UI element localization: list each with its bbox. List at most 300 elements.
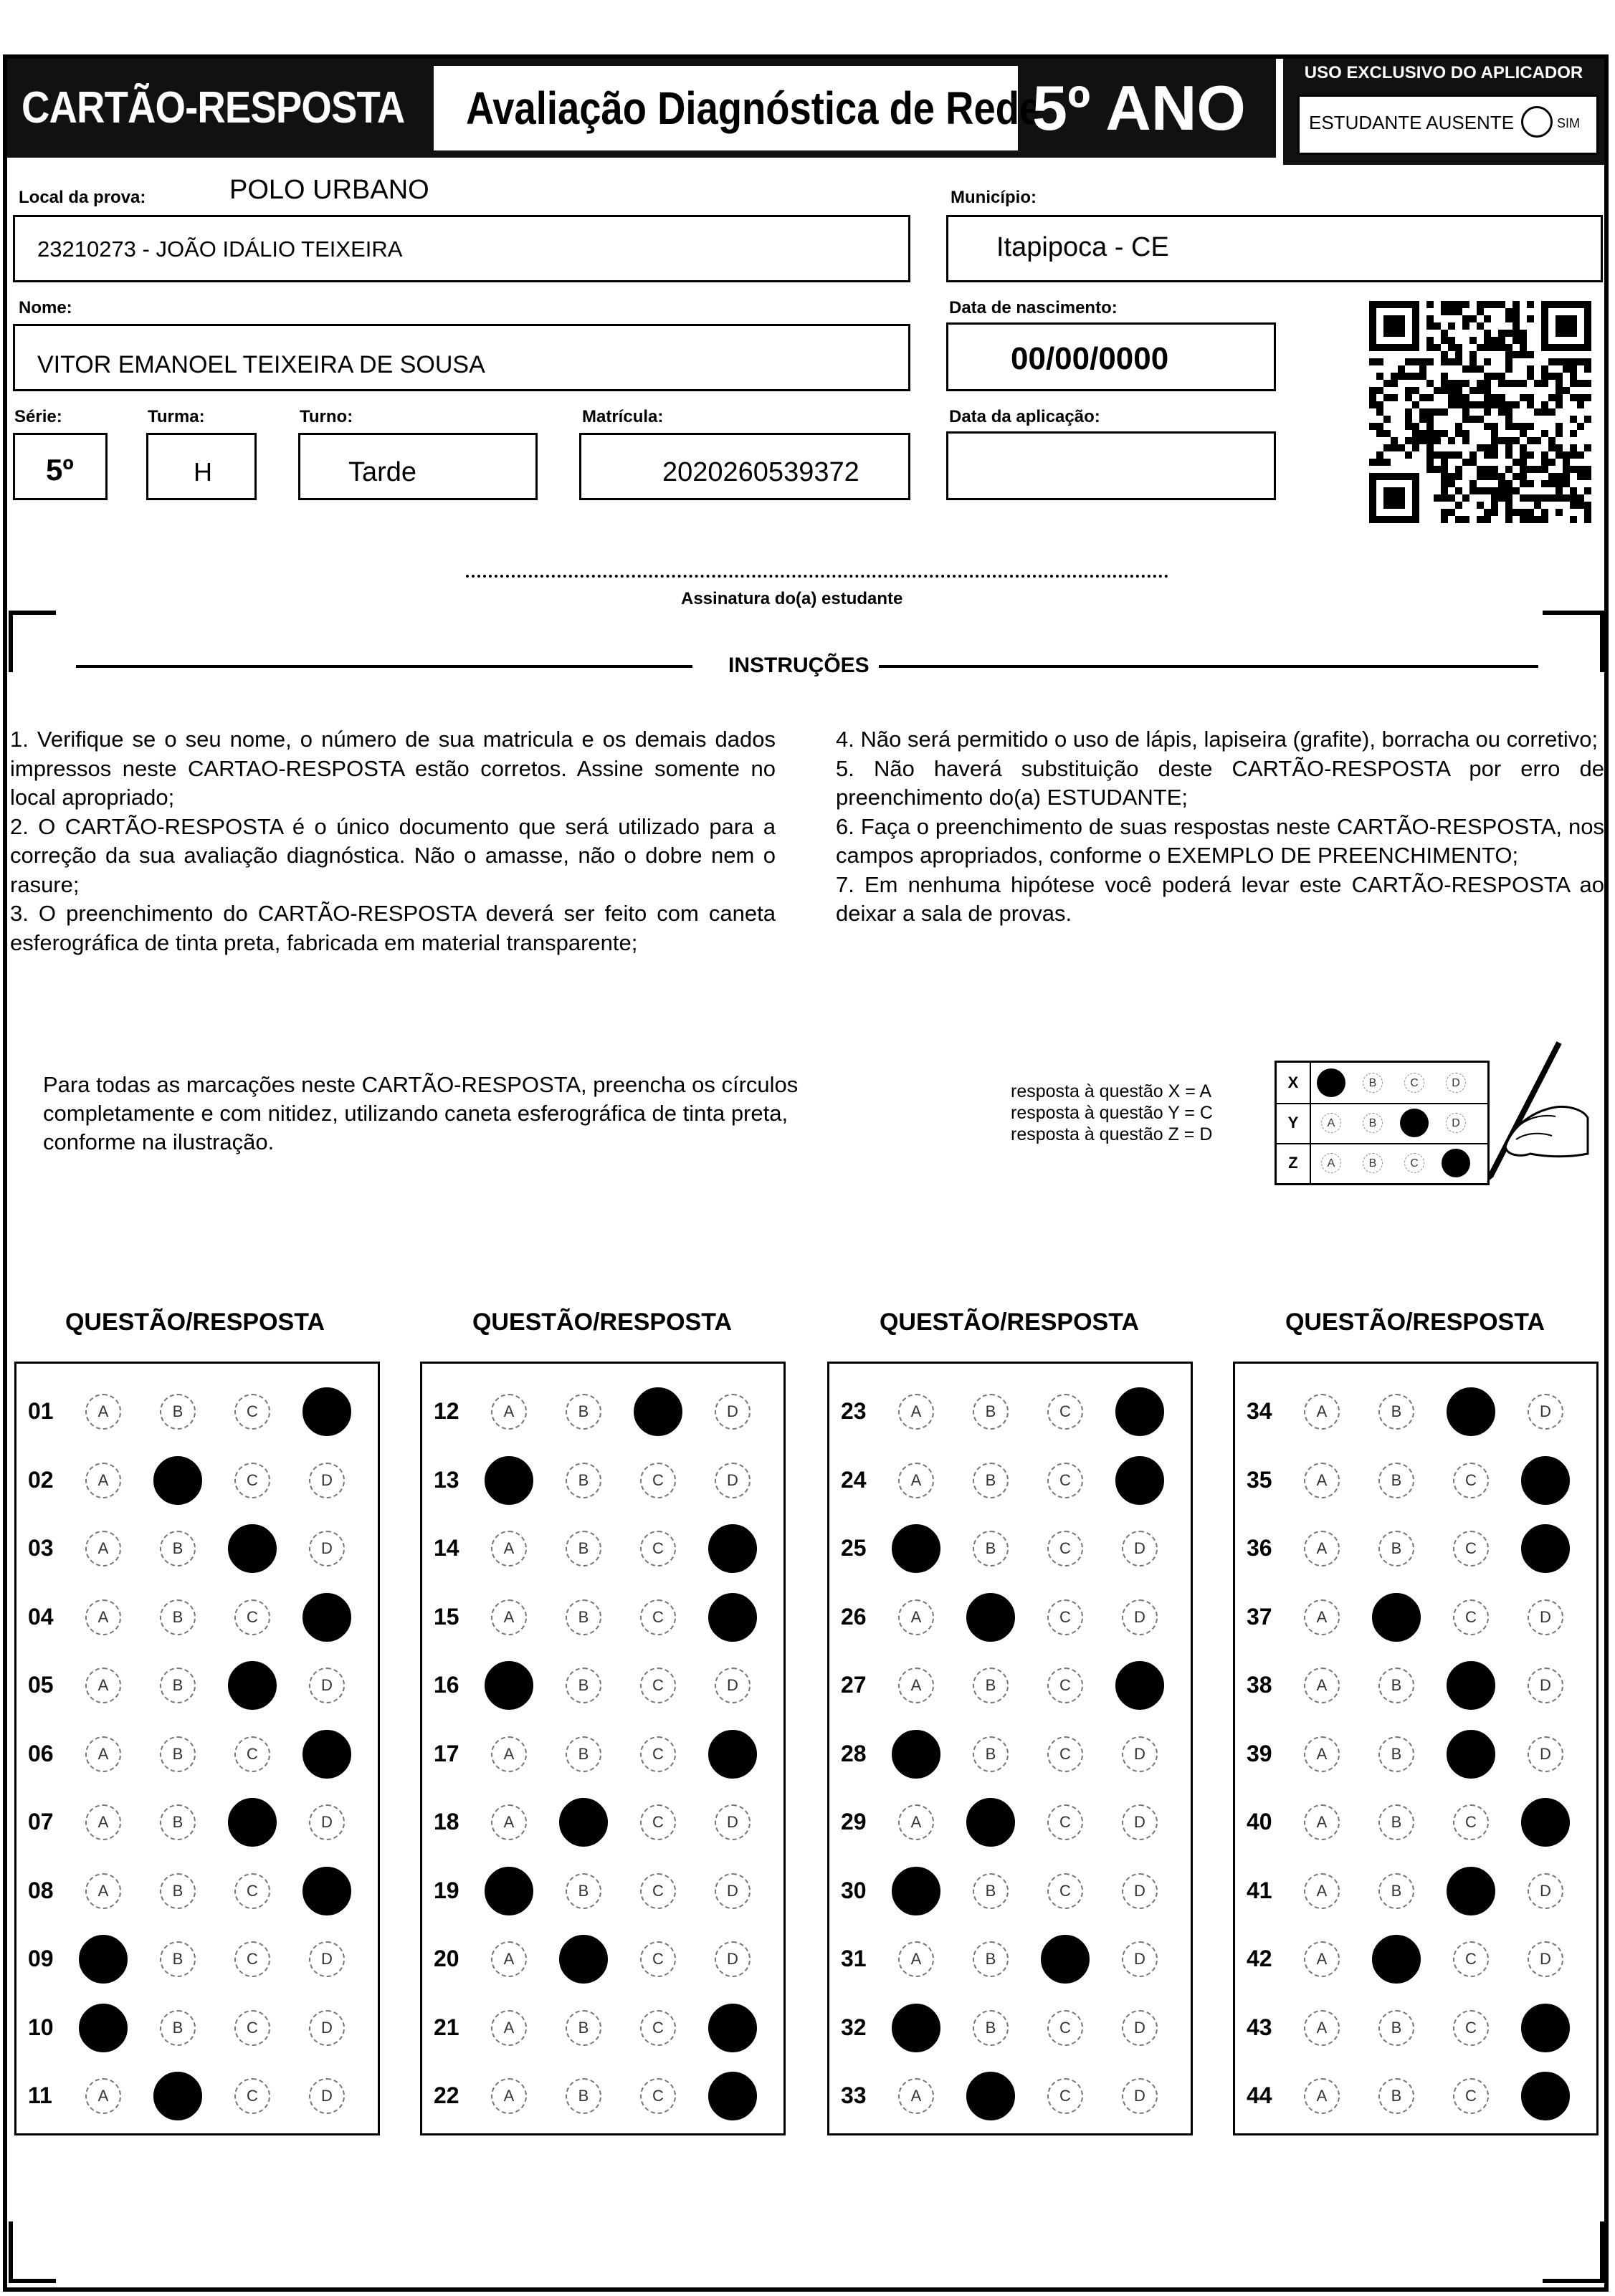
answer-bubble-d[interactable]: D [1122, 1804, 1158, 1840]
answer-row [1235, 1993, 1596, 2061]
grade-value: 5º [46, 453, 74, 487]
answer-bubble-c[interactable]: C [1047, 1394, 1083, 1430]
answer-column-1 [14, 1362, 380, 2135]
answer-bubble-c[interactable]: C [1047, 1873, 1083, 1909]
answer-bubble-a[interactable]: A [485, 1456, 533, 1505]
answer-bubble-c[interactable]: C [1453, 1599, 1489, 1635]
answer-bubble-c[interactable]: C [1447, 1387, 1495, 1436]
answer-bubble-d[interactable]: D [1521, 2004, 1570, 2052]
answer-bubble-d[interactable]: D [1115, 1661, 1164, 1710]
answer-bubble-d[interactable]: D [1521, 1524, 1570, 1573]
answer-bubble-c[interactable]: C [1453, 1531, 1489, 1566]
instruction-3: 3. O preenchimento do CARTÃO-RESPOSTA deverá ser feito com caneta esferográfica de tinta preta, fabricada em material transparente; [10, 901, 776, 955]
answer-bubble-b[interactable]: B [1378, 1531, 1414, 1566]
answer-bubble-d[interactable]: D [302, 1730, 351, 1779]
answer-bubble-a[interactable]: A [491, 1736, 527, 1772]
answer-bubble-b[interactable]: B [160, 1394, 196, 1430]
answer-bubble-b[interactable]: B [973, 1394, 1009, 1430]
answer-bubble-a[interactable]: A [892, 1867, 940, 1915]
answer-bubble-c[interactable]: C [234, 1599, 270, 1635]
answer-bubble-b[interactable]: B [160, 2010, 196, 2046]
answer-bubble-c[interactable]: C [1047, 2010, 1083, 2046]
answer-bubble-d[interactable]: D [1122, 1599, 1158, 1635]
answer-bubble-b[interactable]: B [966, 1593, 1015, 1642]
answer-bubble-a[interactable]: A [898, 1668, 934, 1703]
answer-bubble-b[interactable]: B [973, 1873, 1009, 1909]
answer-bubble-a[interactable]: A [1304, 1941, 1340, 1977]
answer-row [16, 1787, 378, 1855]
question-number: 36 [1247, 1535, 1272, 1561]
answer-row [829, 1924, 1191, 1992]
answer-bubble-d[interactable]: D [708, 1593, 757, 1642]
answer-bubble-a[interactable]: A [898, 1394, 934, 1430]
answer-row [16, 1993, 378, 2061]
answer-bubble-c[interactable]: C [234, 1394, 270, 1430]
answer-bubble-d[interactable]: D [309, 1804, 345, 1840]
answer-bubble-b[interactable]: B [566, 2078, 601, 2114]
answer-bubble-d[interactable]: D [715, 1804, 751, 1840]
answer-bubble-d[interactable]: D [1122, 1941, 1158, 1977]
answer-bubble-d[interactable]: D [1122, 2010, 1158, 2046]
question-number: 02 [28, 1466, 54, 1493]
example-bubble-b: B [1363, 1073, 1383, 1093]
absent-label: ESTUDANTE AUSENTE [1309, 112, 1515, 133]
instructions-rule-right [879, 665, 1538, 668]
answer-row [829, 2061, 1191, 2129]
answer-bubble-c[interactable]: C [1453, 2078, 1489, 2114]
answer-bubble-a[interactable]: A [1304, 1668, 1340, 1703]
answer-bubble-c[interactable]: C [640, 1668, 676, 1703]
answer-bubble-a[interactable]: A [79, 2004, 128, 2052]
school-value: 23210273 - JOÃO IDÁLIO TEIXEIRA [37, 236, 403, 262]
answer-bubble-d[interactable]: D [309, 1668, 345, 1703]
answer-bubble-b[interactable]: B [966, 1798, 1015, 1847]
answer-bubble-c[interactable]: C [640, 2078, 676, 2114]
answer-bubble-b[interactable]: B [566, 1531, 601, 1566]
answer-bubble-d[interactable]: D [1115, 1387, 1164, 1436]
question-number: 09 [28, 1946, 54, 1971]
answer-bubble-d[interactable]: D [1122, 1531, 1158, 1566]
answer-bubble-d[interactable]: D [715, 1873, 751, 1909]
answer-bubble-c[interactable]: C [1047, 2078, 1083, 2114]
answer-row [1235, 1650, 1596, 1718]
answer-bubble-d[interactable]: D [1528, 1941, 1563, 1977]
question-number: 27 [841, 1672, 867, 1698]
answer-bubble-a[interactable]: A [1304, 1531, 1340, 1566]
answer-bubble-c[interactable]: C [234, 1941, 270, 1977]
answer-bubble-a[interactable]: A [85, 1804, 121, 1840]
example-question: Y [1277, 1103, 1311, 1143]
answer-bubble-d[interactable]: D [1122, 2078, 1158, 2114]
question-number: 30 [841, 1877, 867, 1903]
answer-bubble-c[interactable]: C [1447, 1730, 1495, 1779]
question-number: 08 [28, 1877, 54, 1903]
answer-row [422, 1650, 783, 1718]
answer-row [829, 1856, 1191, 1924]
answer-bubble-b[interactable]: B [973, 1668, 1009, 1703]
question-number: 07 [28, 1809, 54, 1835]
answer-bubble-c[interactable]: C [640, 1736, 676, 1772]
instruction-5: 5. Não haverá substituição deste CARTÃO-RESPOSTA por erro de preenchimento do(a) ESTUDANTE; [836, 755, 1604, 810]
question-number: 18 [434, 1809, 459, 1835]
answer-bubble-c[interactable]: C [1047, 1599, 1083, 1635]
birth-value: 00/00/0000 [1011, 341, 1169, 376]
answer-row [16, 1582, 378, 1650]
question-number: 28 [841, 1740, 867, 1766]
answer-bubble-c[interactable]: C [640, 1941, 676, 1977]
answer-bubble-b[interactable]: B [973, 1531, 1009, 1566]
answer-bubble-a[interactable]: A [491, 1804, 527, 1840]
instruction-7: 7. Em nenhuma hipótese você poderá levar este CARTÃO-RESPOSTA ao deixar a sala de provas. [836, 871, 1604, 926]
answer-bubble-d[interactable]: D [1528, 1736, 1563, 1772]
answer-row [829, 1377, 1191, 1445]
instructions-title: INSTRUÇÕES [728, 654, 870, 677]
answer-bubble-b[interactable]: B [160, 1531, 196, 1566]
answer-row [1235, 1787, 1596, 1855]
answer-bubble-d[interactable]: D [1528, 1668, 1563, 1703]
answer-bubble-b[interactable]: B [559, 1798, 608, 1847]
card-title: CARTÃO-RESPOSTA [22, 83, 405, 133]
question-number: 03 [28, 1535, 54, 1561]
answer-bubble-c[interactable]: C [640, 1531, 676, 1566]
question-number: 41 [1247, 1877, 1272, 1903]
question-number: 05 [28, 1672, 54, 1698]
absent-bubble[interactable] [1521, 106, 1553, 138]
answer-bubble-b[interactable]: B [566, 1873, 601, 1909]
municipality-value: Itapipoca - CE [996, 232, 1169, 262]
answer-bubble-a[interactable]: A [85, 1531, 121, 1566]
answer-row [422, 1924, 783, 1992]
answer-bubble-a[interactable]: A [85, 1463, 121, 1498]
answer-bubble-c[interactable]: C [1453, 2010, 1489, 2046]
answer-bubble-b[interactable]: B [160, 1599, 196, 1635]
answer-row [1235, 1582, 1596, 1650]
answer-bubble-b[interactable]: B [160, 1941, 196, 1977]
example-question: X [1277, 1063, 1311, 1103]
answer-row [16, 1377, 378, 1445]
answer-row [829, 1787, 1191, 1855]
answer-bubble-a[interactable]: A [491, 1941, 527, 1977]
exam-site-label: Local da prova: [19, 188, 146, 207]
answer-bubble-b[interactable]: B [160, 1873, 196, 1909]
answer-bubble-a[interactable]: A [491, 1531, 527, 1566]
answer-bubble-a[interactable]: A [491, 1394, 527, 1430]
answer-bubble-d[interactable]: D [708, 2004, 757, 2052]
answer-bubble-b[interactable]: B [973, 2010, 1009, 2046]
enrollment-value: 2020260539372 [662, 457, 859, 487]
answer-bubble-a[interactable]: A [892, 1524, 940, 1573]
answer-bubble-d[interactable]: D [715, 1463, 751, 1498]
answer-bubble-a[interactable]: A [491, 2010, 527, 2046]
example-grid [1275, 1061, 1490, 1185]
question-number: 11 [28, 2082, 52, 2108]
answer-bubble-c[interactable]: C [234, 1736, 270, 1772]
question-number: 01 [28, 1398, 54, 1424]
answer-bubble-b[interactable]: B [566, 1394, 601, 1430]
answer-bubble-b[interactable]: B [559, 1935, 608, 1984]
answer-bubble-d[interactable]: D [302, 1593, 351, 1642]
answer-bubble-d[interactable]: D [309, 1941, 345, 1977]
answer-bubble-d[interactable]: D [1122, 1873, 1158, 1909]
example-bubble-a: A [1317, 1068, 1345, 1097]
answer-bubble-a[interactable]: A [85, 2078, 121, 2114]
answer-bubble-c[interactable]: C [1047, 1736, 1083, 1772]
question-number: 19 [434, 1877, 459, 1903]
answer-row [16, 1513, 378, 1582]
evaluation-title: Avaliação Diagnóstica de Rede [466, 82, 1042, 134]
answer-row [16, 1924, 378, 1992]
answer-bubble-c[interactable]: C [640, 1463, 676, 1498]
name-label: Nome: [19, 298, 72, 317]
answer-column-4 [1233, 1362, 1599, 2135]
answer-bubble-b[interactable]: B [160, 1804, 196, 1840]
answer-bubble-a[interactable]: A [85, 1599, 121, 1635]
question-number: 31 [841, 1946, 867, 1971]
answer-row [422, 1377, 783, 1445]
instructions-left [10, 725, 776, 957]
answer-bubble-a[interactable]: A [1304, 2078, 1340, 2114]
answer-bubble-b[interactable]: B [1378, 1463, 1414, 1498]
answer-row [422, 2061, 783, 2129]
answer-bubble-c[interactable]: C [634, 1387, 682, 1436]
section-title-4: QUESTÃO/RESPOSTA [1285, 1309, 1545, 1336]
answer-bubble-b[interactable]: B [1372, 1935, 1421, 1984]
question-number: 23 [841, 1398, 867, 1424]
answer-bubble-c[interactable]: C [1453, 1804, 1489, 1840]
question-number: 06 [28, 1740, 54, 1766]
answer-row [829, 1993, 1191, 2061]
question-number: 40 [1247, 1809, 1272, 1835]
signature-line [466, 575, 1168, 578]
answer-bubble-d[interactable]: D [1521, 1456, 1570, 1505]
answer-bubble-b[interactable]: B [966, 2072, 1015, 2120]
answer-bubble-c[interactable]: C [640, 1599, 676, 1635]
question-number: 37 [1247, 1603, 1272, 1630]
answer-bubble-d[interactable]: D [1528, 1873, 1563, 1909]
question-number: 39 [1247, 1740, 1272, 1766]
answer-bubble-b[interactable]: B [1378, 1394, 1414, 1430]
answer-bubble-d[interactable]: D [302, 1387, 351, 1436]
example-bubble-c: C [1404, 1153, 1424, 1173]
answer-bubble-a[interactable]: A [85, 1668, 121, 1703]
example-legend-z: resposta à questão Z = D [1011, 1124, 1213, 1144]
answer-bubble-a[interactable]: A [1304, 2010, 1340, 2046]
example-legend-x: resposta à questão X = A [1011, 1081, 1212, 1101]
answer-bubble-a[interactable]: A [85, 1873, 121, 1909]
section-title-2: QUESTÃO/RESPOSTA [472, 1309, 733, 1336]
answer-row [1235, 1445, 1596, 1513]
answer-bubble-c[interactable]: C [234, 1463, 270, 1498]
answer-row [829, 1582, 1191, 1650]
answer-row [1235, 1377, 1596, 1445]
answer-bubble-a[interactable]: A [1304, 1804, 1340, 1840]
answer-column-3 [827, 1362, 1193, 2135]
bracket-top-left [9, 611, 56, 672]
answer-bubble-c[interactable]: C [1047, 1804, 1083, 1840]
question-number: 26 [841, 1603, 867, 1630]
bracket-top-right [1543, 611, 1604, 672]
example-bubble-c: C [1404, 1073, 1424, 1093]
answer-bubble-a[interactable]: A [1304, 1599, 1340, 1635]
answer-bubble-b[interactable]: B [153, 2072, 202, 2120]
answer-bubble-d[interactable]: D [715, 1941, 751, 1977]
answer-bubble-c[interactable]: C [640, 1873, 676, 1909]
answer-bubble-b[interactable]: B [1378, 2078, 1414, 2114]
answer-bubble-d[interactable]: D [1122, 1736, 1158, 1772]
answer-bubble-c[interactable]: C [234, 2078, 270, 2114]
answer-bubble-a[interactable]: A [898, 1599, 934, 1635]
answer-bubble-c[interactable]: C [234, 1873, 270, 1909]
answer-bubble-c[interactable]: C [1453, 1463, 1489, 1498]
answer-row [1235, 1856, 1596, 1924]
answer-bubble-d[interactable]: D [1521, 1798, 1570, 1847]
answer-bubble-d[interactable]: D [715, 1668, 751, 1703]
question-number: 13 [434, 1466, 459, 1493]
answer-bubble-c[interactable]: C [1041, 1935, 1090, 1984]
answer-bubble-b[interactable]: B [1378, 1873, 1414, 1909]
answer-bubble-c[interactable]: C [1447, 1661, 1495, 1710]
answer-bubble-c[interactable]: C [228, 1798, 277, 1847]
answer-bubble-d[interactable]: D [708, 1524, 757, 1573]
answer-bubble-b[interactable]: B [160, 1736, 196, 1772]
example-legend [1011, 1081, 1213, 1145]
signature-label: Assinatura do(a) estudante [681, 589, 903, 608]
instruction-6: 6. Faça o preenchimento de suas respostas neste CARTÃO-RESPOSTA, nos campos apropriados, conforme o EXEMPLO DE PREENCHIMENTO; [836, 813, 1604, 868]
fill-instruction: Para todas as marcações neste CARTÃO-RESPOSTA, preencha os círculos completamente e com nitidez, utilizando caneta esferográfica de tinta preta, conforme na ilustração. [43, 1072, 799, 1154]
section-title-3: QUESTÃO/RESPOSTA [879, 1309, 1140, 1336]
answer-bubble-a[interactable]: A [85, 1736, 121, 1772]
question-number: 15 [434, 1603, 459, 1630]
answer-bubble-b[interactable]: B [1378, 1668, 1414, 1703]
example-bubble-d: D [1442, 1149, 1470, 1177]
instructions-rule-left [76, 665, 692, 668]
example-bubble-d: D [1446, 1113, 1466, 1133]
question-number: 42 [1247, 1946, 1272, 1971]
answer-bubble-a[interactable]: A [898, 1804, 934, 1840]
answer-bubble-d[interactable]: D [708, 1730, 757, 1779]
answer-bubble-d[interactable]: D [715, 1394, 751, 1430]
answer-bubble-b[interactable]: B [566, 1668, 601, 1703]
answer-bubble-b[interactable]: B [1372, 1593, 1421, 1642]
municipality-label: Município: [951, 188, 1037, 207]
enrollment-label: Matrícula: [582, 407, 664, 426]
example-bubble-a: A [1321, 1153, 1341, 1173]
answer-bubble-d[interactable]: D [708, 2072, 757, 2120]
example-legend-y: resposta à questão Y = C [1011, 1103, 1213, 1123]
answer-bubble-a[interactable]: A [485, 1661, 533, 1710]
answer-bubble-b[interactable]: B [973, 1941, 1009, 1977]
question-number: 14 [434, 1535, 459, 1561]
example-bubble-a: A [1321, 1113, 1341, 1133]
pen-hand-illustration [1462, 1039, 1591, 1190]
answer-row [422, 1993, 783, 2061]
question-number: 22 [434, 2082, 459, 2108]
answer-bubble-c[interactable]: C [228, 1661, 277, 1710]
answer-row [829, 1445, 1191, 1513]
answer-bubble-a[interactable]: A [898, 1941, 934, 1977]
answer-bubble-b[interactable]: B [566, 1599, 601, 1635]
answer-bubble-d[interactable]: D [302, 1867, 351, 1915]
answer-bubble-a[interactable]: A [491, 1599, 527, 1635]
answer-bubble-a[interactable]: A [892, 1730, 940, 1779]
answer-bubble-b[interactable]: B [566, 1736, 601, 1772]
answer-row [422, 1513, 783, 1582]
question-number: 43 [1247, 2014, 1272, 2040]
answer-bubble-a[interactable]: A [898, 2078, 934, 2114]
answer-row [829, 1513, 1191, 1582]
birth-label: Data de nascimento: [949, 298, 1118, 317]
application-date-field [946, 431, 1276, 500]
answer-bubble-d[interactable]: D [309, 2078, 345, 2114]
answer-bubble-d[interactable]: D [1528, 1599, 1563, 1635]
answer-bubble-d[interactable]: D [1528, 1394, 1563, 1430]
question-number: 12 [434, 1398, 459, 1424]
shift-label: Turno: [300, 407, 353, 426]
answer-bubble-d[interactable]: D [309, 1531, 345, 1566]
example-bubble-b: B [1363, 1153, 1383, 1173]
answer-bubble-a[interactable]: A [898, 1463, 934, 1498]
answer-bubble-c[interactable]: C [1047, 1668, 1083, 1703]
answer-bubble-d[interactable]: D [309, 1463, 345, 1498]
answer-bubble-c[interactable]: C [1453, 1941, 1489, 1977]
question-number: 35 [1247, 1466, 1272, 1493]
question-number: 04 [28, 1603, 54, 1630]
answer-bubble-c[interactable]: C [640, 2010, 676, 2046]
answer-bubble-c[interactable]: C [234, 2010, 270, 2046]
answer-bubble-b[interactable]: B [1378, 1804, 1414, 1840]
example-row [1277, 1063, 1487, 1104]
answer-bubble-b[interactable]: B [1378, 2010, 1414, 2046]
class-value: H [194, 457, 212, 487]
answer-row [422, 1582, 783, 1650]
answer-bubble-b[interactable]: B [566, 2010, 601, 2046]
instruction-2: 2. O CARTÃO-RESPOSTA é o único documento que será utilizado para a correção da sua avaliação diagnóstica. Não o amasse, não o dobre nem o rasure; [10, 813, 776, 897]
answer-bubble-a[interactable]: A [85, 1394, 121, 1430]
answer-bubble-d[interactable]: D [1521, 2072, 1570, 2120]
answer-bubble-c[interactable]: C [1047, 1531, 1083, 1566]
answer-bubble-a[interactable]: A [79, 1935, 128, 1984]
answer-row [422, 1719, 783, 1787]
question-number: 29 [841, 1809, 867, 1835]
answer-bubble-a[interactable]: A [1304, 1463, 1340, 1498]
answer-bubble-a[interactable]: A [491, 2078, 527, 2114]
answer-bubble-b[interactable]: B [160, 1668, 196, 1703]
answer-bubble-a[interactable]: A [1304, 1873, 1340, 1909]
answer-bubble-b[interactable]: B [1378, 1736, 1414, 1772]
answer-bubble-c[interactable]: C [1447, 1867, 1495, 1915]
answer-bubble-a[interactable]: A [485, 1867, 533, 1915]
answer-bubble-a[interactable]: A [1304, 1736, 1340, 1772]
grade-title: 5º ANO [1032, 72, 1246, 143]
answer-bubble-d[interactable]: D [1115, 1456, 1164, 1505]
answer-bubble-b[interactable]: B [973, 1736, 1009, 1772]
answer-bubble-c[interactable]: C [1047, 1463, 1083, 1498]
answer-bubble-c[interactable]: C [228, 1524, 277, 1573]
question-number: 20 [434, 1946, 459, 1971]
answer-row [829, 1650, 1191, 1718]
exam-site-value: POLO URBANO [229, 175, 429, 205]
answer-bubble-a[interactable]: A [1304, 1394, 1340, 1430]
question-number: 33 [841, 2082, 867, 2108]
answer-bubble-b[interactable]: B [566, 1463, 601, 1498]
answer-column-2 [420, 1362, 786, 2135]
answer-bubble-c[interactable]: C [640, 1804, 676, 1840]
answer-bubble-b[interactable]: B [973, 1463, 1009, 1498]
answer-bubble-d[interactable]: D [309, 2010, 345, 2046]
answer-bubble-b[interactable]: B [153, 1456, 202, 1505]
answer-bubble-a[interactable]: A [892, 2004, 940, 2052]
question-number: 24 [841, 1466, 867, 1493]
